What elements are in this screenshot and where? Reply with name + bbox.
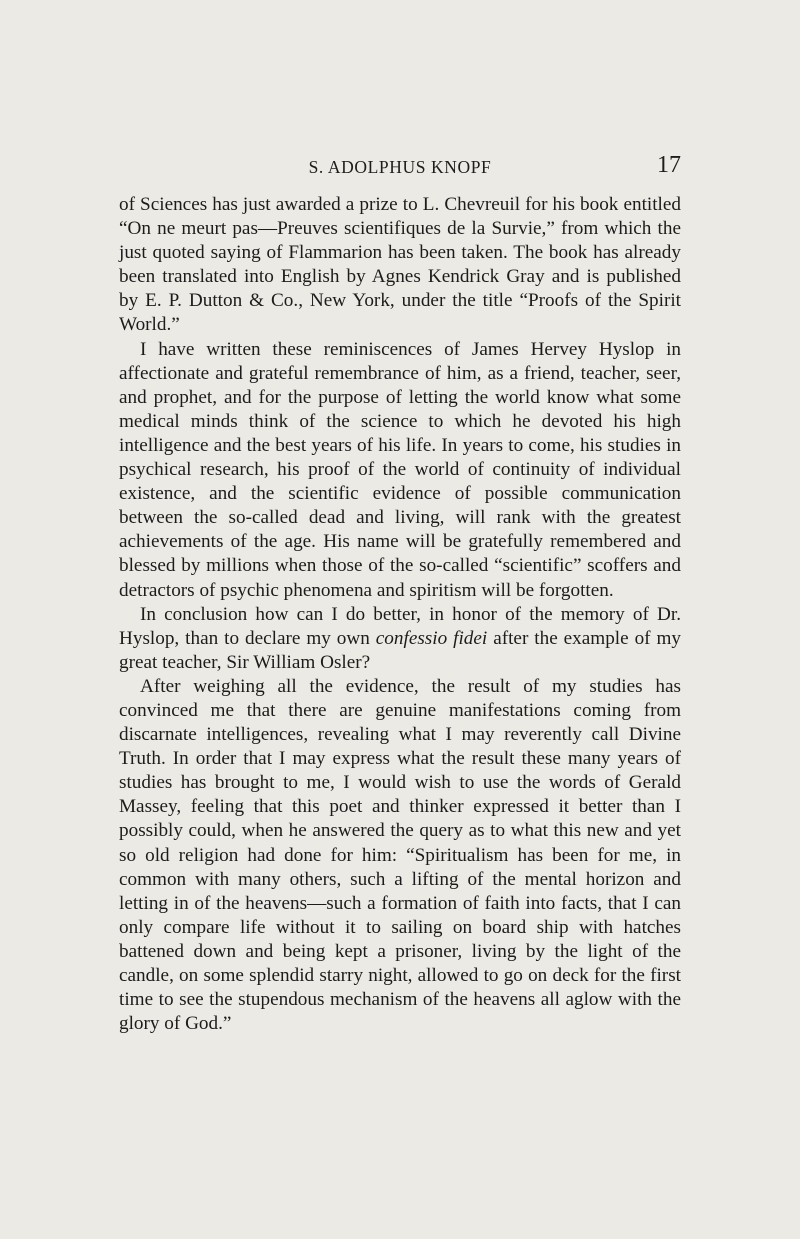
paragraph-4: After weighing all the evidence, the result of my studies has convinced me that there are genuine manifestations coming from discarnate intelligences, revealing what I may reverently call Divine Truth. In order that I may express what the result these many years of studies has brought to me, I would wish to use the words of Gerald Massey, feeling that this poet and thinker expressed it better than I possibly could, when he answered the query as to what this new and yet so old religion had done for him: “Spiritualism has been for me, in common with many others, such a lifting of the mental horizon and letting in of the heavens—such a formation of faith into facts, that I can only compare life without it to sailing on board ship with hatches battened down and being kept a prisoner, living by the light of the candle, on some splendid starry night, allowed to go on deck for the first time to see the stupendous mechanism of the heavens all aglow with the glory of God.”: [119, 675, 681, 1035]
paragraph-3: [119, 603, 681, 675]
body-text: [119, 193, 681, 1036]
page-header: [119, 152, 681, 185]
paragraph-3-text-before: In conclusion how can I do better, in honor of the memory of Dr. Hyslop, than to declare my own: [119, 603, 681, 649]
running-head: S. ADOLPHUS KNOPF: [308, 157, 492, 177]
confessio-fidei-italic: confessio fidei: [375, 627, 488, 649]
paragraph-3-text-after: after the example of my great teacher, Sir William Osler?: [119, 627, 682, 673]
paragraph-1: of Sciences has just awarded a prize to L. Chevreuil for his book entitled “On ne meurt pas—Preuves scientifiques de la Survie,” from which the just quoted saying of Flammarion has been taken. The book has already been translated into English by Agnes Kendrick Gray and is published by E. P. Dutton & Co., New York, under the title “Proofs of the Spirit World.”: [119, 194, 681, 336]
paragraph-2: I have written these reminiscences of James Hervey Hyslop in affectionate and grateful remembrance of him, as a friend, teacher, seer, and prophet, and for the purpose of letting the world know what some medical minds think of the science to which he devoted his high intelligence and the best years of his life. In years to come, his studies in psychical research, his proof of the world of continuity of individual existence, and the scientific evidence of possible communication between the so-called dead and living, will rank with the greatest achievements of the age. His name will be gratefully remembered and blessed by millions when those of the so-called “scientific” scoffers and detractors of psychic phenomena and spiritism will be forgotten.: [119, 338, 681, 601]
page-number: 17: [657, 152, 681, 178]
